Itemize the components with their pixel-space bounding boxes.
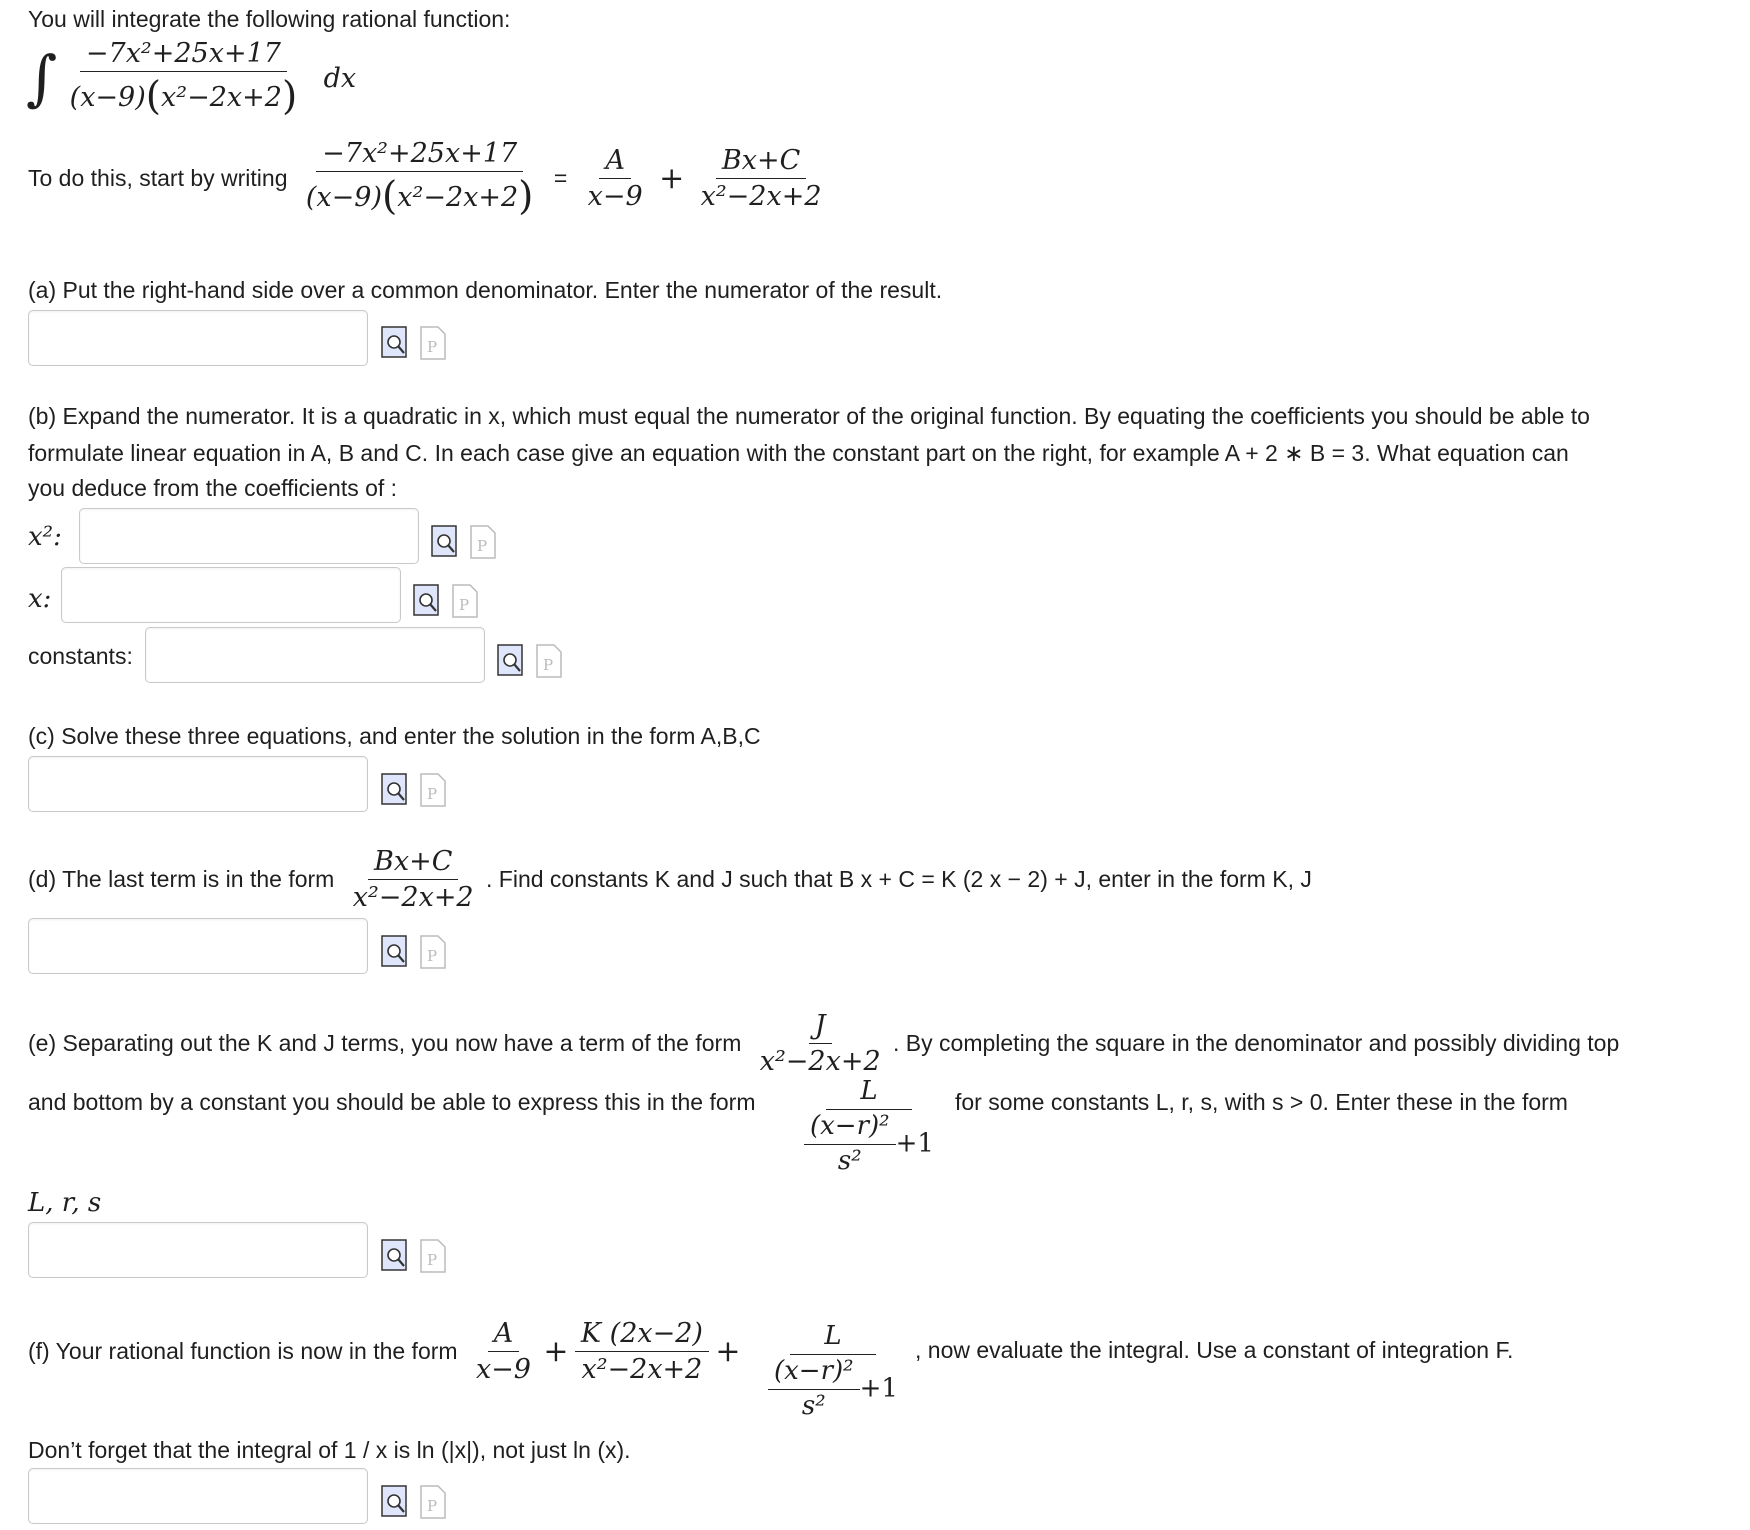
part-e-prefix: (e) Separating out the K and J terms, you now have a term of the form <box>28 1030 742 1057</box>
integrand-dx: dx <box>323 63 357 95</box>
part-f-statement: (f) Your rational function is now in the form $\frac{A}{x-9}$ + $\frac{K (2x-2)}{\text{x²−2x+2}}$ + <box>28 1318 741 1386</box>
part-e-form: L, r, s <box>28 1188 102 1218</box>
preview-icon[interactable] <box>380 772 410 808</box>
preview-icon[interactable] <box>380 1484 410 1520</box>
part-f-answer-input[interactable] <box>28 1468 368 1524</box>
svg-text:P: P <box>427 1251 438 1269</box>
part-f-L-fraction: L $\frac{\text{(x−r)²}}{\text{s²}}$ +1 <box>762 1322 904 1422</box>
part-f-A-fraction: $\frac{A}{x-9}$ <box>475 1318 531 1386</box>
part-d-prefix: (d) The last term is in the form <box>28 866 335 893</box>
paste-icon[interactable] <box>534 643 564 679</box>
paste-icon[interactable] <box>418 934 448 970</box>
paste-icon[interactable] <box>418 325 448 361</box>
part-b-x-input[interactable] <box>61 567 401 623</box>
part-d-fraction: $\frac{Bx+C}{\text{x²−2x+2}}$ <box>352 846 474 914</box>
part-d-answer-input[interactable] <box>28 918 368 974</box>
part-f-K-fraction: $\frac{K (2x-2)}{\text{x²−2x+2}}$ <box>575 1318 709 1385</box>
partial-fraction-setup <box>28 138 828 219</box>
label-x: x: <box>28 584 52 614</box>
part-b-x2-input[interactable] <box>79 508 419 564</box>
svg-text:P: P <box>427 785 438 803</box>
part-a-text: (a) Put the right-hand side over a common denominator. Enter the numerator of the result. <box>28 277 943 303</box>
integrand-den-a: (x−9) <box>69 81 146 113</box>
integrand-den-b: x²−2x+2 <box>161 81 282 113</box>
preview-icon[interactable] <box>430 524 460 560</box>
part-a-answer-input[interactable] <box>28 310 368 366</box>
preview-icon[interactable] <box>380 934 410 970</box>
paste-icon[interactable] <box>418 1484 448 1520</box>
svg-text:P: P <box>427 1497 438 1515</box>
paste-icon[interactable] <box>468 524 498 560</box>
part-e-after: . By completing the square in the denominator and possibly dividing top <box>893 1030 1620 1057</box>
lhs-fraction: $\frac{\text{−7x²+25x+17}}{\text{(x−9)(x²−2x+2)}}$ <box>305 138 534 220</box>
part-e-statement <box>28 1010 1619 1077</box>
integrand-fraction: $\frac{\text{−7x²+25x+17}}{\text{(x−9)(x²−2x+2)}}$ <box>69 38 298 120</box>
part-c-text: (c) Solve these three equations, and enter the solution in the form A,B,C <box>28 723 761 749</box>
svg-text:P: P <box>427 338 438 356</box>
svg-text:P: P <box>427 947 438 965</box>
integral-expression <box>26 38 356 119</box>
preview-icon[interactable] <box>380 1238 410 1274</box>
preview-icon[interactable] <box>412 583 442 619</box>
svg-text:P: P <box>477 537 488 555</box>
part-b-line1: (b) Expand the numerator. It is a quadratic in x, which must equal the numerator of the original function. By equating the coefficients you should be able to <box>28 403 1590 429</box>
part-b-constants-input[interactable] <box>145 627 485 683</box>
part-f-suffix: , now evaluate the integral. Use a constant of integration F. <box>915 1337 1514 1363</box>
preview-icon[interactable] <box>380 325 410 361</box>
integral-sign: ∫ <box>26 43 58 114</box>
svg-text:P: P <box>459 596 470 614</box>
part-e-answer-input[interactable] <box>28 1222 368 1278</box>
start-label: To do this, start by writing <box>28 165 288 192</box>
plus-sign: + <box>659 161 685 197</box>
preview-icon[interactable] <box>496 643 526 679</box>
part-f-prefix: (f) Your rational function is now in the form <box>28 1338 458 1365</box>
label-x2: x²: <box>28 522 62 552</box>
term-BC-fraction: $\frac{Bx+C}{\text{x²−2x+2}}$ <box>700 144 822 213</box>
term-A-fraction: $\frac{A}{x-9}$ <box>587 144 643 213</box>
label-constants: constants: <box>28 643 133 669</box>
part-e-L-fraction: L $\frac{\text{(x−r)²}}{\text{s²}}$ +1 <box>798 1077 940 1177</box>
part-b-line2: formulate linear equation in A, B and C. In each case give an equation with the constant part on the right, for example A + 2 ∗ B = 3. What equation can <box>28 440 1569 466</box>
part-d-statement <box>28 846 1312 913</box>
part-b-line3: you deduce from the coefficients of : <box>28 475 398 501</box>
paste-icon[interactable] <box>450 583 480 619</box>
equals-sign: = <box>553 165 568 192</box>
part-e-line2-suffix: for some constants L, r, s, with s > 0. Enter these in the form <box>955 1089 1568 1115</box>
integrand-numerator: −7x²+25x+17 <box>80 38 287 72</box>
part-c-answer-input[interactable] <box>28 756 368 812</box>
paste-icon[interactable] <box>418 1238 448 1274</box>
svg-text:P: P <box>543 656 554 674</box>
reminder-text: Don’t forget that the integral of 1 / x is ln (|x|), not just ln (x). <box>28 1437 631 1463</box>
part-d-suffix: . Find constants K and J such that B x + C = K (2 x − 2) + J, enter in the form K, J <box>486 866 1312 893</box>
paste-icon[interactable] <box>418 772 448 808</box>
intro-text: You will integrate the following rational function: <box>28 6 511 32</box>
part-e-J-fraction: $\frac{J}{\text{x²−2x+2}}$ <box>759 1010 881 1078</box>
part-e-line2-prefix: and bottom by a constant you should be able to express this in the form <box>28 1089 756 1115</box>
